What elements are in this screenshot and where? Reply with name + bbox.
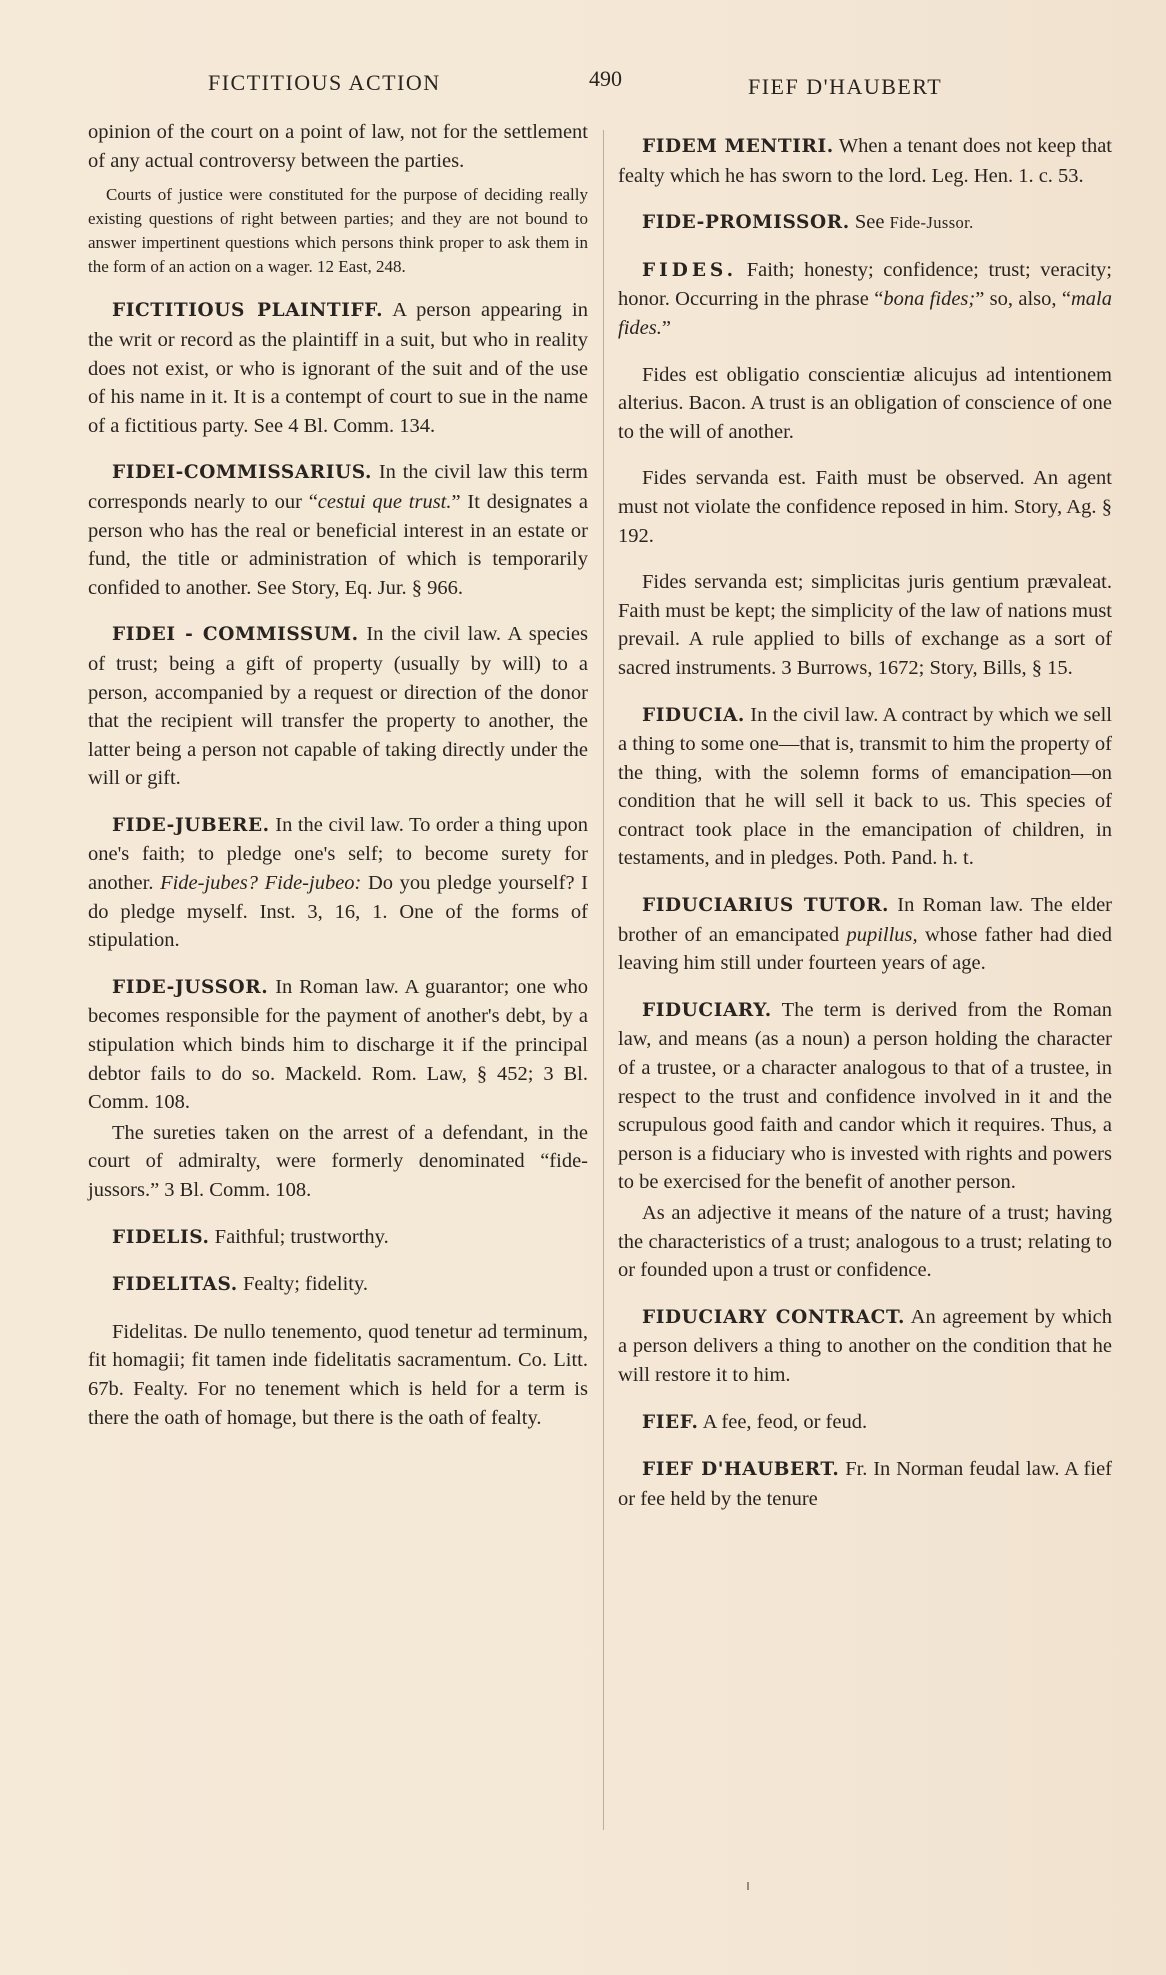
headword: FIDE-JUBERE. (112, 814, 270, 836)
headword: FICTITIOUS PLAINTIFF. (112, 300, 384, 322)
headword: FIDUCIARY CONTRACT. (642, 1306, 905, 1328)
entry-fide-jussor (88, 973, 588, 1117)
definition: When a tenant does not keep that fealty which he has sworn to the lord. Leg. Hen. 1. c. 53. (618, 135, 1112, 187)
headword: FIDUCIARY. (642, 999, 772, 1021)
headword: FIDELITAS. (112, 1274, 238, 1296)
italic-term: bona fides; (883, 288, 976, 311)
entry-fide-jubere (88, 811, 588, 955)
headword: FIEF D'HAUBERT. (642, 1459, 840, 1481)
definition: In the civil law. To order a thing upon one's faith; to pledge one's self; to become surety for another. (88, 813, 588, 895)
headword: FIDEM MENTIRI. (642, 136, 834, 157)
definition: ” (661, 316, 671, 339)
definition: Fr. In Norman feudal law. A fief or fee held by the tenure (618, 1458, 1113, 1510)
definition: Faith; honesty; confidence; trust; veracity; honor. Occurring in the phrase “ (618, 258, 1112, 311)
entry-fiduciary-contract (618, 1303, 1112, 1390)
running-header (0, 66, 1166, 106)
print-mark (747, 1882, 749, 1890)
header-right-guide-word: FIEF D'HAUBERT (748, 74, 943, 99)
right-column (618, 118, 1112, 1513)
italic-term: cestui que trust. (317, 490, 452, 513)
headword: FIEF. (642, 1411, 699, 1433)
headword: FIDES. (642, 259, 738, 281)
definition: The term is derived from the Roman law, and means (as a noun) a person holding the character of a trustee, or a character analogous to that of a trustee, in respect to the trust and confidence involved in it and the scrupulous good faith and candor which it requires. Thus, a person is a fiduciary who is invested with rights and powers to be exercised for the benefit of another person. (618, 998, 1112, 1194)
definition: Faithful; trustworthy. (209, 1225, 389, 1248)
entry-fief-dhaubert (618, 1455, 1112, 1513)
definition: In the civil law this term corresponds nearly to our “ (88, 461, 588, 513)
entry-fiduciary (618, 996, 1112, 1197)
entry-fidei-commissarius (88, 458, 588, 602)
entry-fide-promissor (618, 208, 1112, 238)
entry-fidem-mentiri (618, 132, 1112, 190)
headword: FIDEI-COMMISSARIUS. (112, 462, 373, 484)
headword: FIDE-PROMISSOR. (642, 212, 850, 234)
entry-fief (618, 1408, 1112, 1438)
italic-term: pupillus, (846, 923, 918, 946)
entry-fictitious-plaintiff (88, 296, 588, 440)
definition: A person appearing in the writ or record as the plaintiff in a suit, but who in reality does not exist, or who is ignorant of the suit and of the use of his name in it. It is a contempt of court to sue in the name of a fictitious party. See 4 Bl. Comm. 134. (88, 299, 589, 437)
note-paragraph: Courts of justice were constituted for the purpose of deciding really existing questions of right between parties; and they are not bound to answer impertinent questions which persons think proper to ask them in the form of an action on a wager. 12 East, 248. (88, 185, 588, 276)
page-number: 490 (589, 66, 622, 91)
italic-term: mala fides. (618, 288, 1112, 339)
cross-reference: Fide-Jussor. (889, 213, 974, 233)
headword: FIDUCIA. (642, 704, 745, 726)
definition: whose father had died leaving him still under fourteen years of age. (618, 923, 1112, 975)
entry-fidelitas (88, 1270, 588, 1300)
definition: In the civil law. A contract by which we sell a thing to some one—that is, transmit to him the property of the thing, with the solemn forms of emancipation—on condition that he will sell it back to us. This species of contract took place in the emancipation of children, in testaments, and in pledges. Poth. Pand. h. t. (618, 703, 1112, 870)
definition: An agreement by which a person delivers a thing to another on the condition that he will restore it to him. (618, 1305, 1112, 1386)
definition: ” so, also, “ (975, 288, 1071, 311)
continued-paragraph: As an adjective it means of the nature of a trust; having the characteristics of a trust; analogous to a trust; relating to or founded upon a trust or confidence. (618, 1202, 1112, 1282)
left-column (88, 118, 588, 1432)
definition: Do you pledge yourself? I do pledge myself. Inst. 3, 16, 1. One of the forms of stipulation. (88, 872, 588, 952)
definition: A fee, feod, or feud. (698, 1410, 868, 1433)
column-divider (603, 130, 604, 1830)
definition: See (849, 211, 890, 234)
definition: ” It designates a person who has the real or beneficial interest in an estate or fund, the title or administration of which is temporarily confided to another. See Story, Eq. Jur. § 966. (88, 490, 588, 599)
entry-fidei-commissum (88, 620, 588, 793)
headword: FIDUCIARIUS TUTOR. (642, 895, 890, 917)
headword: FIDEI - COMMISSUM. (112, 624, 359, 646)
entry-fiduciarius-tutor (618, 891, 1112, 978)
entry-fiducia (618, 701, 1112, 874)
headword: FIDELIS. (112, 1226, 210, 1248)
header-left-guide-word: FICTITIOUS ACTION (208, 70, 441, 95)
definition: In Roman law. The elder brother of an emancipated (618, 894, 1112, 946)
italic-term: Fide-jubes? Fide-jubeo: (160, 872, 362, 895)
definition: In the civil law. A species of trust; being a gift of property (usually by will) to a person, accompanied by a request or direction of the donor that the recipient will transfer the property to another, the latter being a person not capable of taking directly under the will or gift. (88, 623, 588, 790)
maxim-fidelitas: Fidelitas. De nullo tenemento, quod tenetur ad terminum, fit homagii; fit tamen inde fidelitatis sacramentum. Co. Litt. 67b. Fealty. For no tenement which is held for a term is there the oath of homage, but there is the oath of fealty. (88, 1320, 588, 1429)
entry-fidelis (88, 1223, 588, 1253)
maxim-fides-servanda: Fides servanda est. Faith must be observed. An agent must not violate the confidence reposed in him. Story, Ag. § 192. (618, 467, 1112, 547)
entry-fides (618, 256, 1112, 343)
maxim-fides-servanda-simplicitas: Fides servanda est; simplicitas juris gentium prævaleat. Faith must be kept; the simplicity of the law of nations must prevail. A rule applied to bills of exchange as a sort of sacred instruments. 3 Burrows, 1672; Story, Bills, § 15. (618, 571, 1112, 679)
headword: FIDE-JUSSOR. (112, 976, 269, 998)
definition: Fealty; fidelity. (237, 1273, 369, 1296)
definition: In Roman law. A guarantor; one who becomes responsible for the payment of another's debt, by a stipulation which binds him to discharge it if the principal debtor fails to do so. Mackeld. Rom. Law, § 452; 3 Bl. Comm. 108. (88, 975, 588, 1114)
maxim-fides-obligatio: Fides est obligatio conscientiæ alicujus ad intentionem alterius. Bacon. A trust is an obligation of conscience of one to the will of another. (618, 363, 1112, 443)
continued-paragraph: The sureties taken on the arrest of a defendant, in the court of admiralty, were formerly denominated “fide-jussors.” 3 Bl. Comm. 108. (88, 1121, 588, 1201)
continued-paragraph: opinion of the court on a point of law, not for the settlement of any actual controversy between the parties. (88, 121, 588, 172)
